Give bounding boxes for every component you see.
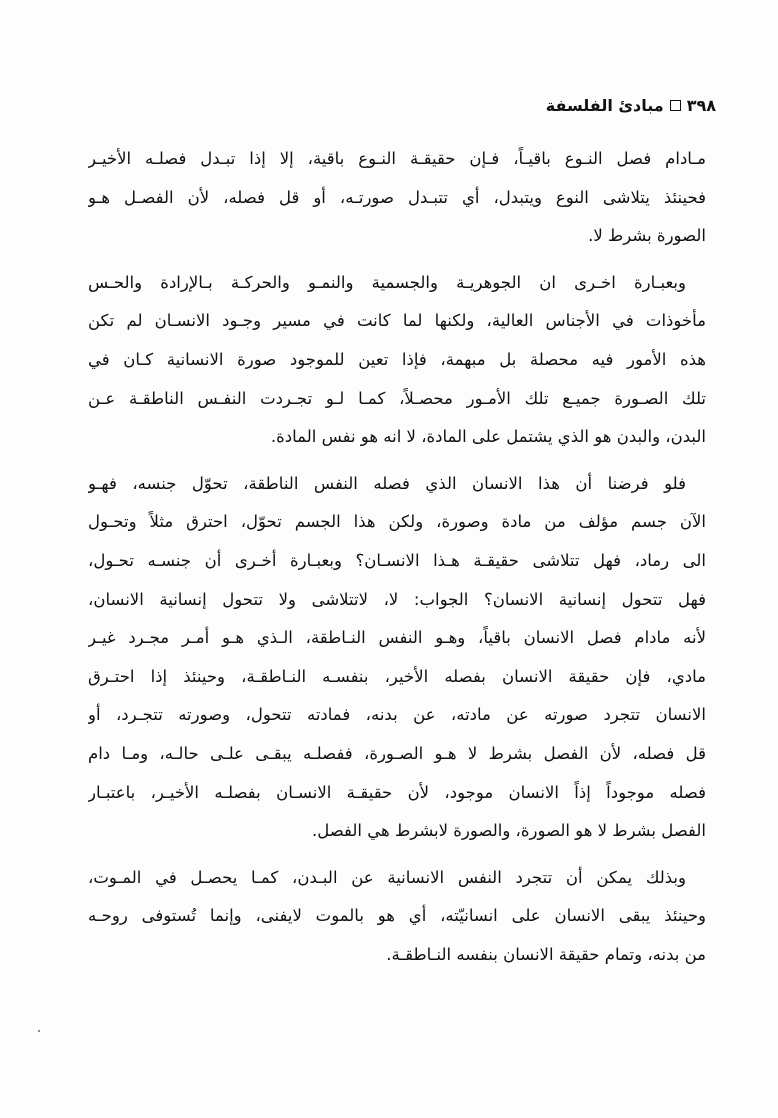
page-number: ٣٩٨ — [686, 96, 716, 115]
text-line: الى رماد، فهل تتلاشى حقيقـة هـذا الانسـان؟ وبعبـارة أخـرى أن جنسـه تحـول، — [88, 550, 706, 570]
scan-speck — [38, 1030, 40, 1032]
text-line: الانسان تتجرد صورته عن مادته، عن بدنه، فمادته تتحول، وصورته تتجـرد، أو — [88, 705, 706, 725]
paragraph-3 — [88, 465, 706, 851]
text-line: مأخوذات في الأجناس العالية، ولكنها لما كانت في مسير وجـود الانسـان لم تكن — [88, 311, 706, 331]
text-line: البدن، والبدن هو الذي يشتمل على المادة، لا انه هو نفس المادة. — [270, 427, 706, 447]
text-line: قل فصله، لأن الفصل بشرط لا هـو الصـورة، ففصلـه يبقـى علـى حالـه، ومـا دام — [88, 743, 706, 763]
text-line: مـادام فصل النـوع باقيـاً، فـإن حقيقـة النـوع باقية، إلا إذا تبـدل فصلـه الأخيـر — [88, 149, 706, 168]
text-line: فلو فرضنا أن هذا الانسان الذي فصله النفس الناطقة، تحوّل جنسه، فهـو — [88, 473, 686, 493]
text-line: هذه الأمور فيه محصلة بل مبهمة، فإذا تعين للموجود صورة الانسانية كـان في — [88, 349, 706, 369]
text-line: الآن جسم مؤلف من مادة وصورة، ولكن هذا الجسم تحوّل، احترق مثلاً وتحـول — [88, 512, 706, 532]
text-line: وحينئذ يبقى الانسان على انسانيّته، أي هو بالموت لايفنى، وإنما تُستوفى روحـه — [88, 906, 706, 926]
text-line: وبذلك يمكن أن تتجرد النفس الانسانية عن البـدن، كمـا يحصـل في المـوت، — [88, 867, 686, 887]
text-line: وبعبـارة اخـرى ان الجوهريـة والجسمية والنمـو والحركـة بـالإرادة والحـس — [88, 272, 686, 292]
text-line: الصورة بشرط لا. — [588, 226, 706, 246]
paragraph-4 — [88, 859, 706, 975]
body-text — [88, 140, 706, 982]
text-line: الفصل بشرط لا هو الصورة، والصورة لابشرط هي الفصل. — [312, 821, 706, 841]
text-line: مادي، فإن حقيقة الانسان بفصله الأخير، بنفسـه النـاطقـة، وحينئذ إذا احتـرق — [88, 666, 706, 686]
text-line: فهل تتحول إنسانية الانسان؟ الجواب: لا، لاتتلاشى ولا تتحول إنسانية الانسان، — [88, 589, 706, 609]
text-line: فصله موجوداً إذاً الانسان موجود، لأن حقيقـة الانسـان بفصلـه الأخيـر، باعتبـار — [88, 782, 706, 802]
text-line: لأنه مادام فصل الانسان باقياً، وهـو النفس النـاطقة، الـذي هـو أمـر مجـرد غيـر — [88, 628, 706, 648]
running-header — [546, 96, 716, 115]
text-line: تلك الصـورة جميـع تلك الأمـور محصـلاً، كمـا لـو تجـردت النفـس الناطقـة عـن — [88, 388, 706, 408]
paragraph-2 — [88, 264, 706, 457]
text-line: فحينئذ يتلاشى النوع ويتبدل، أي تتبـدل صورتـه، أو قل فصله، لأن الفصـل هـو — [88, 187, 706, 207]
book-title: مبادئ الفلسفة — [545, 96, 664, 115]
paragraph-1 — [88, 140, 706, 256]
square-ornament-icon — [670, 100, 681, 111]
text-line: من بدنه، وتمام حقيقة الانسان بنفسه النـاطقـة. — [386, 944, 706, 964]
